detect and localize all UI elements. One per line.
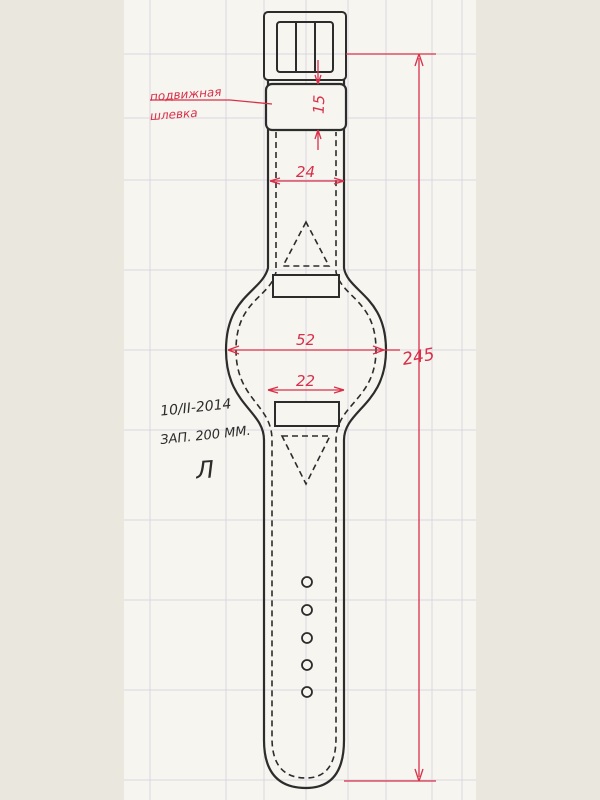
strap-hole	[302, 633, 312, 643]
strap-hole	[302, 687, 312, 697]
stock-note: ЗАП. 200 ММ.	[159, 423, 252, 449]
lower-slot	[275, 402, 339, 426]
strap-hole	[302, 577, 312, 587]
movable-loop-label-line1: подвижная	[149, 84, 222, 104]
movable-loop	[266, 84, 346, 130]
total-length-label: 245	[400, 344, 437, 370]
strap-hole	[302, 660, 312, 670]
loop-height-label: 15	[309, 94, 329, 115]
inner-width-label: 22	[296, 372, 316, 390]
strap-hole	[302, 605, 312, 615]
date-note: 10/II-2014	[159, 396, 233, 420]
strap-width-label: 24	[296, 163, 316, 181]
movable-loop-label-line2: шлевка	[149, 105, 199, 124]
upper-slot	[273, 275, 339, 297]
signature: Л	[195, 455, 216, 485]
cuff-width-label: 52	[296, 331, 316, 349]
